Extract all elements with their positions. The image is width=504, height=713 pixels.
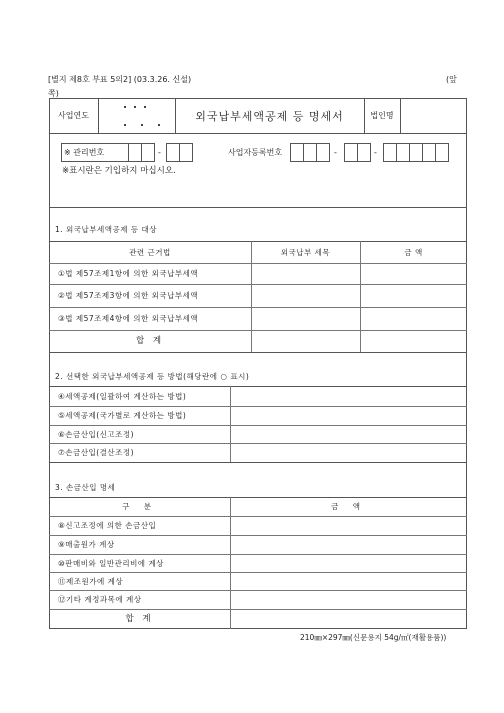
row-label: ①법 제57조제1항에 의한 외국납부세액	[58, 269, 199, 278]
business-reg-label: 사업자등록번호	[228, 147, 283, 157]
reg-number-cell[interactable]	[344, 143, 358, 162]
reg-number-cell[interactable]	[316, 143, 330, 162]
row-label: ②법 제57조제3항에 의한 외국납부세액	[58, 291, 199, 300]
reg-number-cell[interactable]	[303, 143, 317, 162]
side-label-continued: 쪽)	[48, 89, 59, 98]
col-foreign-tax: 외국납부 세목	[280, 247, 331, 257]
row-label: ⑪제조원가에 계상	[58, 576, 124, 586]
side-label: (앞	[446, 75, 457, 84]
instruction-note: ※표시란은 기입하지 마십시오.	[62, 166, 176, 176]
col-amount: 금 액	[331, 502, 366, 511]
dash: -	[374, 147, 377, 157]
section1-heading: 1. 외국납부세액공제 등 대상	[55, 225, 158, 234]
reg-number-cell[interactable]	[409, 143, 423, 162]
dash: -	[158, 147, 161, 157]
method-label: ⑥손금산입(신고조정)	[58, 429, 135, 439]
reg-number-cell[interactable]	[383, 143, 397, 162]
form-title: 외국납부세액공제 등 명세서	[195, 109, 344, 123]
mgmt-number-cell[interactable]	[141, 143, 155, 162]
mgmt-number-cell[interactable]	[179, 143, 193, 162]
paper-spec: 210㎜×297㎜(신문용지 54g/㎡(재활용품))	[300, 633, 447, 642]
reg-number-cell[interactable]	[396, 143, 410, 162]
total-label: 합 계	[135, 335, 165, 346]
mgmt-number-label: ※ 관리번호	[64, 147, 105, 157]
col-amount: 금 액	[404, 247, 423, 257]
row-label: ⑩판매비와 일반관리비에 계상	[58, 558, 164, 568]
form-id: [별지 제8호 부표 5의2] (03.3.26. 신설)	[48, 75, 192, 84]
section3-heading: 3. 손금산입 명세	[55, 483, 116, 492]
col-category: 구 분	[122, 502, 157, 511]
row-label: ⑫기타 계정과목에 계상	[58, 595, 142, 604]
mgmt-number-cell[interactable]	[128, 143, 142, 162]
row-label: ⑨매출원가 계상	[58, 540, 115, 549]
dash: -	[334, 147, 337, 157]
method-label: ④세액공제(일괄하여 계산하는 방법)	[58, 391, 187, 401]
total-label: 합 계	[125, 613, 154, 624]
col-law: 관련 근거법	[129, 247, 171, 257]
reg-number-cell[interactable]	[290, 143, 304, 162]
mgmt-number-cell[interactable]	[166, 143, 180, 162]
row-label: ③법 제57조제4항에 의한 외국납부세액	[58, 314, 199, 323]
fiscal-year-label: 사업연도	[58, 110, 89, 120]
section2-heading: 2. 선택한 외국납부세액공제 등 방법(해당란에 ○ 표시)	[55, 372, 250, 381]
reg-number-cell[interactable]	[435, 143, 449, 162]
reg-number-cell[interactable]	[357, 143, 371, 162]
reg-number-cell[interactable]	[422, 143, 436, 162]
row-label: ⑧신고조정에 의한 손금산입	[58, 521, 157, 530]
corp-name-label: 법인명	[370, 110, 394, 120]
method-label: ⑤세액공제(국가별로 계산하는 방법)	[58, 411, 187, 420]
method-label: ⑦손금산입(결산조정)	[58, 448, 135, 457]
